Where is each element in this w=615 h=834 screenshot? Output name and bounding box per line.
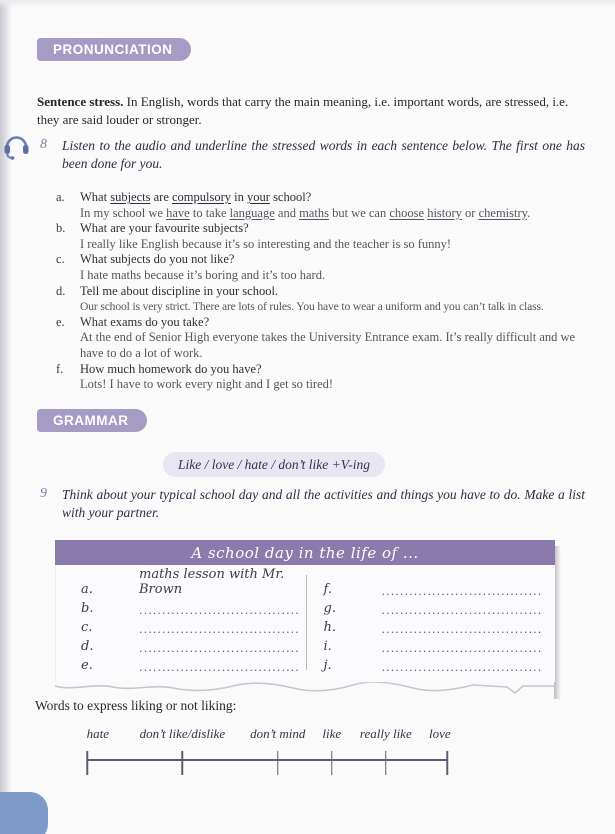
exercise-number: 9 [40,486,47,501]
exercise-number: 8 [40,137,47,152]
table-row [56,616,306,635]
dotted-answer-line: ................................... [381,604,543,617]
column-divider [306,575,307,670]
question-text: What are your favourite subjects? [80,221,249,236]
table-row [56,597,306,616]
answer-text: Lots! I have to work every night and I get so tired! [80,377,334,392]
scale-tick [385,751,387,775]
dotted-answer-line: ................................... [139,642,300,655]
answer-text: In my school we have to take language and maths but we can choose history or chemistry. [80,205,531,220]
row-letter: j. [323,658,332,673]
exercise-instruction: Think about your typical school day and all the activities and things you have to do. Make a list with your partner. [62,487,585,520]
exercise-instruction: Listen to the audio and underline the stressed words in each sentence below. The first one has been done for you. [62,138,585,171]
table-column-right [306,578,556,673]
answer-text: I really like English because it’s so interesting and the teacher is so funny! [80,236,452,251]
question-text: What exams do you take? [80,314,210,329]
page-corner-tab [0,792,48,834]
exercise-9 [40,486,585,522]
table-row [306,616,556,635]
item-letter: c. [56,252,65,267]
dotted-answer-line: ................................... [381,661,543,674]
dotted-answer-line: ................................... [381,642,543,655]
row-value: maths lesson with Mr. Brown [139,567,285,597]
qa-item-f [56,362,581,393]
question-text: Tell me about discipline in your school. [80,283,279,298]
row-letter: a. [81,582,93,597]
table-row [306,597,556,616]
qa-item-a [56,190,581,221]
table-column-left [56,567,306,674]
torn-paper-edge [55,681,555,695]
table-row [306,578,556,597]
scale-axis-line [87,759,447,761]
question-text: What subjects are compulsory in your school? [80,190,312,204]
intro-body: In English, words that carry the main meaning, i.e. important words, are stressed, i.e. they are said louder or stronger. [37,94,569,127]
scale-tick [182,751,184,775]
answer-text: Our school is very strict. There are lots of rules. You have to wear a uniform and you can’t talk in class. [80,300,544,314]
dotted-answer-line: ................................... [139,661,300,674]
pronunciation-section-badge: PRONUNCIATION [37,38,191,61]
scale-tick [86,751,88,775]
row-letter: c. [81,620,93,635]
item-letter: a. [56,190,65,204]
scale-label-love: love [428,726,451,741]
scale-tick [277,751,279,775]
row-letter: h. [323,620,337,635]
table-row [56,567,306,597]
dotted-answer-line: ................................... [139,623,300,636]
dotted-answer-line: ................................... [139,604,300,617]
liking-caption: Words to express liking or not liking: [35,698,237,713]
table-row [56,654,306,673]
stressed-sentences-list [56,190,581,393]
table-row [306,654,556,673]
liking-scale-diagram [86,726,451,782]
item-letter: d. [56,283,66,298]
scale-tick [446,751,448,775]
answer-text: I hate maths because it’s boring and it’s too hard. [80,267,326,282]
sentence-stress-intro [37,93,584,128]
row-letter: e. [81,658,93,673]
table-row [306,635,556,654]
row-letter: g. [323,601,336,616]
item-letter: e. [56,314,65,329]
row-letter: i. [323,639,332,654]
row-letter: f. [323,582,332,597]
question-text: What subjects do you not like? [80,252,235,267]
grammar-section-badge: GRAMMAR [37,409,147,432]
question-text: How much homework do you have? [80,361,262,376]
paper-shadow [554,546,561,699]
scale-label-dont-mind: don’t mind [250,726,306,741]
qa-item-b [56,221,581,252]
qa-item-d [56,284,581,315]
headphones-audio-icon [1,131,31,161]
row-letter: d. [81,639,94,654]
qa-item-c [56,252,581,283]
scale-label-like: like [322,726,342,741]
qa-item-e [56,315,581,362]
scale-label-hate: hate [86,726,109,741]
school-day-table [55,540,555,695]
intro-lead: Sentence stress. [37,94,124,109]
table-body [55,565,555,682]
scale-label-dont-like: don’t like/dislike [139,726,226,741]
grammar-rule-pill: Like / love / hate / don’t like +V-ing [163,452,385,477]
dotted-answer-line: ................................... [381,623,543,636]
scale-label-really-like: really like [359,726,412,741]
table-row [56,635,306,654]
table-title: A school day in the life of ... [55,540,555,565]
answer-text: At the end of Senior High everyone takes the University Entrance exam. It’s really difficult and we have to do a lot of work. [80,330,576,360]
scale-tick [331,751,333,775]
item-letter: f. [56,361,64,376]
row-letter: b. [81,601,94,616]
exercise-8 [40,137,585,173]
dotted-answer-line: ................................... [381,585,543,598]
item-letter: b. [56,221,66,236]
